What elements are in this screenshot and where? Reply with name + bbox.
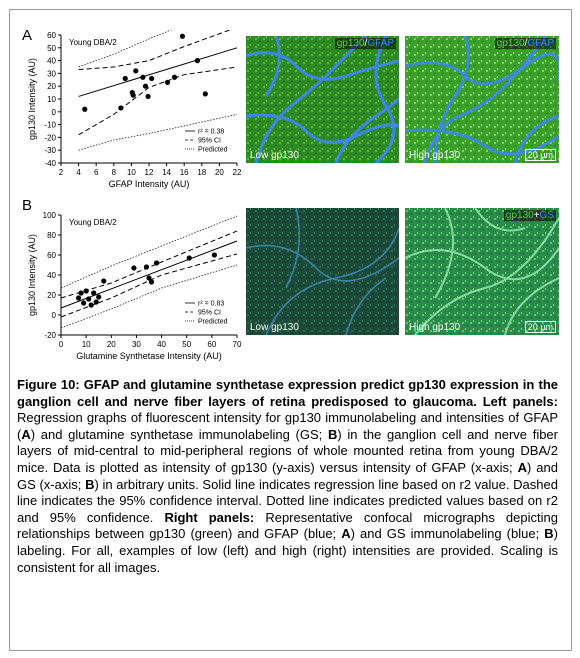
x-tick-label: 2 [58,168,64,177]
x-tick-label: 4 [76,168,81,177]
data-point [118,105,123,110]
caption-title: Figure 10: GFAP and glutamine synthetase expression predict gp130 expression in the ganglion cell and nerve fiber layers of retina predisposed to glaucoma. [17,377,558,409]
group-label: Young DBA/2 [69,38,117,47]
data-point [131,93,136,98]
micrograph-a-low-image [246,36,399,163]
micrograph-label: Low gp130 [250,322,299,333]
y-tick-label: 60 [47,31,56,40]
legend-label: r² = 0.38 [198,128,225,136]
figure-caption [17,377,558,576]
micrograph-a-high [405,36,559,163]
caption-text: ) and GS (x-axis; [17,459,558,492]
data-point [172,75,177,80]
x-axis-label: GFAP Intensity (AU) [108,179,190,189]
legend-label: 95% CI [198,309,221,317]
y-tick-label: -40 [44,159,56,168]
legend-label: r² = 0.83 [198,300,225,308]
caption-ref-a: A [21,426,31,442]
y-axis-label: gp130 Intensity (AU) [27,57,37,141]
y-tick-label: -10 [44,120,56,130]
caption-ref-b: B [328,426,338,442]
y-axis-label: gp130 Intensity (AU) [27,233,37,317]
x-tick-label: 22 [232,168,242,177]
chart-b [20,205,245,367]
y-tick-label: 40 [47,271,56,280]
data-point [86,296,91,301]
micrograph-b-low [246,208,399,335]
data-point [133,68,138,73]
y-tick-label: 0 [51,311,56,320]
data-point [203,91,208,96]
x-tick-label: 18 [197,168,207,177]
scale-bar: 20 μm [525,149,556,161]
micrograph-b-low-image [246,208,399,335]
x-tick-label: 30 [131,340,141,349]
micrograph-label: Low gp130 [250,150,299,161]
group-label: Young DBA/2 [69,218,117,227]
data-point [89,302,94,307]
data-point [96,294,101,299]
y-tick-label: 40 [47,56,56,66]
data-point [84,288,89,293]
legend-label: 95% CI [198,137,221,145]
caption-text: ) and glutamine synthetase immunolabeling (GS; [30,426,328,442]
data-point [165,80,170,85]
micrograph-b-high [405,208,559,335]
data-point [154,260,159,265]
caption-text: Representative confocal micrographs depicting relationships between gp130 (green) and GFAP (blue; [17,509,558,542]
panel-letter-b: B [22,197,33,214]
chart-a [20,30,245,195]
caption-text: Regression graphs of fluorescent intensity for gp130 immunolabeling and intensities of GFAP ( [17,410,558,442]
micrograph-a-high-image [405,36,559,163]
x-tick-label: 8 [111,168,117,177]
x-tick-label: 10 [126,168,136,177]
regression-line [79,48,237,97]
x-tick-label: 12 [144,168,154,177]
data-point [91,290,96,295]
y-tick-label: 60 [47,251,56,260]
data-point [81,300,86,305]
data-point [187,255,192,260]
x-tick-label: 6 [93,168,99,177]
caption-ref-a: A [517,459,527,475]
legend-label: Predicted [198,318,228,326]
x-tick-label: 50 [182,340,192,349]
ci-lower-line [61,254,237,317]
data-point [76,295,81,300]
x-tick-label: 10 [81,340,91,349]
y-tick-label: -30 [44,146,56,156]
channel-label: gp130/GFAP [336,38,394,49]
y-tick-label: 100 [42,211,56,220]
y-tick-label: 50 [47,43,56,53]
micrograph-b-high-image [405,208,559,335]
micrograph-a-low [246,36,399,163]
y-tick-label: 0 [51,107,56,117]
data-point [149,279,154,284]
caption-right-head: Right panels: [164,509,255,525]
caption-ref-a: A [341,526,351,542]
data-point [146,94,151,99]
panel-letter-a: A [22,27,33,44]
y-tick-label: -20 [44,331,56,340]
data-point [180,34,185,39]
caption-text: ) in arbitrary units. Solid line indicates regression line based on r2 value. Dashed line indicates the 95% confidence interval. Dotted line indicates predicted values based on r2 and 95% confidence. [17,476,558,525]
x-tick-label: 20 [106,340,116,349]
data-point [79,290,84,295]
channel-label: gp130/GFAP [496,38,554,49]
data-point [101,278,106,283]
y-tick-label: 10 [47,95,56,104]
caption-ref-b: B [544,526,554,542]
micrograph-label: High gp130 [409,322,461,333]
data-point [123,76,128,81]
data-point [149,76,154,81]
ci-upper-line [79,30,237,70]
ci-upper-line [61,231,237,298]
y-tick-label: 80 [47,231,56,240]
ci-lower-line [79,67,237,135]
data-point [212,252,217,257]
x-tick-label: 60 [207,340,217,349]
data-point [143,84,148,89]
y-tick-label: -20 [44,133,56,143]
x-tick-label: 70 [232,340,242,349]
caption-text: ) labeling. For all, examples of low (left) and high (right) intensities are provided. Scaling is consistent for all images. [17,526,558,575]
x-tick-label: 40 [157,340,167,349]
y-tick-label: 30 [47,69,56,79]
y-tick-label: 20 [47,82,56,92]
x-tick-label: 20 [214,168,224,177]
data-point [131,265,136,270]
x-tick-label: 16 [179,168,189,177]
data-point [144,264,149,269]
legend-label: Predicted [198,146,228,154]
caption-left-head: Left panels: [482,393,558,409]
x-axis-label: Glutamine Synthetase Intensity (AU) [76,351,222,361]
caption-text: ) in the ganglion cell and nerve fiber layers of mid-central to mid-peripheral regions of whole mounted retina from young DBA/2 mice. Data is plotted as intensity of gp130 (y-axis) versus intensity of GFAP (x-axis; [17,426,558,475]
scale-bar: 20 μm [525,321,556,333]
micrograph-label: High gp130 [409,150,461,161]
x-tick-label: 0 [58,340,64,349]
y-tick-label: 20 [47,291,56,300]
caption-text: ) and GS immunolabeling (blue; [350,526,545,542]
channel-label: gp130+GS [505,210,554,221]
data-point [140,75,145,80]
caption-ref-b: B [85,476,95,492]
data-point [82,107,87,112]
x-tick-label: 14 [162,168,172,177]
data-point [195,58,200,63]
data-point [94,299,99,304]
